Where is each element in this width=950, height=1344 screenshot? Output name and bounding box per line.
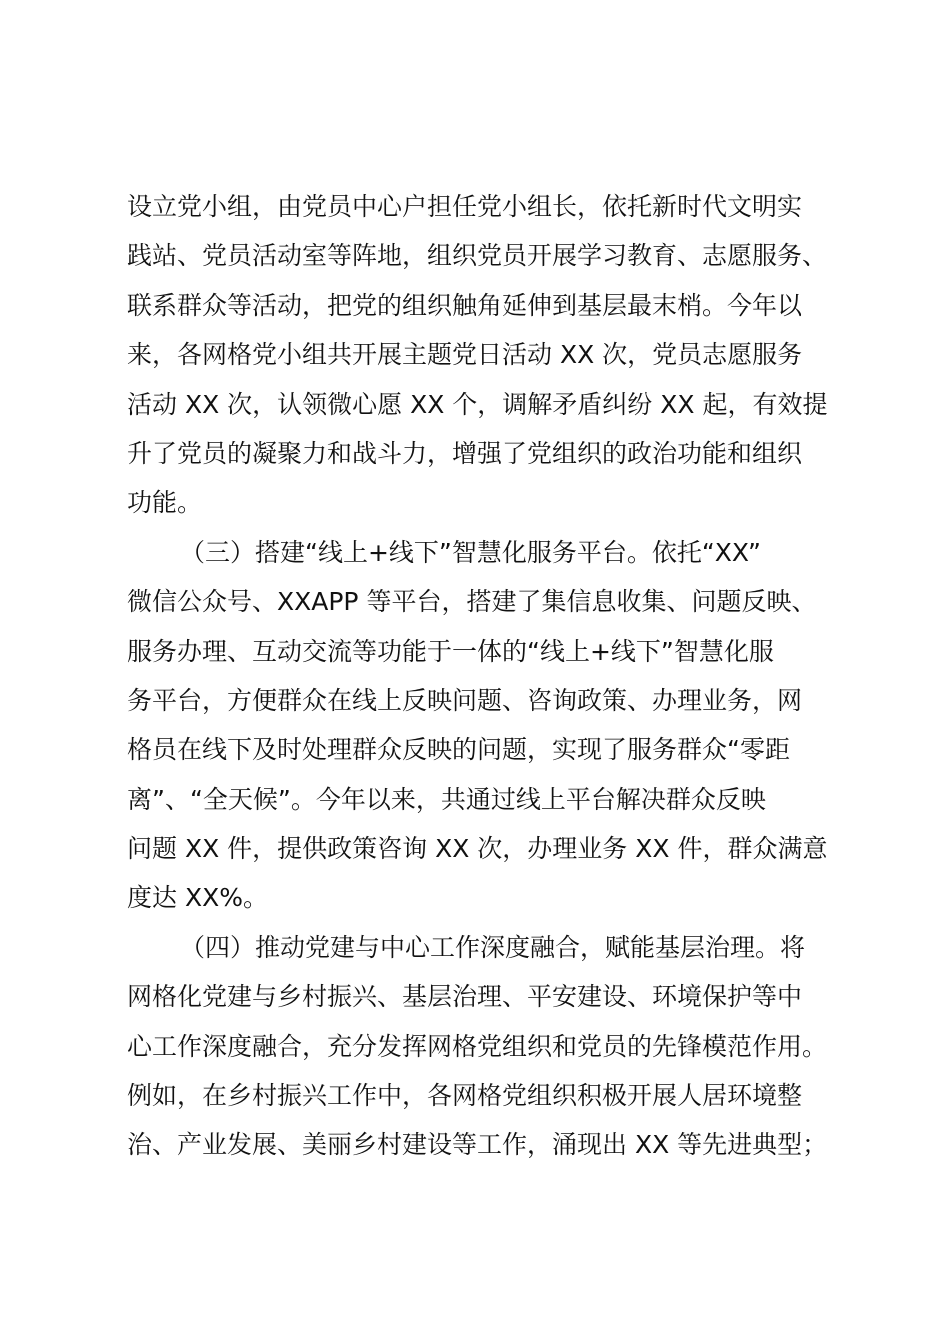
- text-line: 活动 XX 次，认领微心愿 XX 个，调解矛盾纠纷 XX 起，有效提: [127, 389, 828, 419]
- text-line: 微信公众号、XXAPP 等平台，搭建了集信息收集、问题反映、: [127, 587, 817, 617]
- text-line: 问题 XX 件，提供政策咨询 XX 次，办理业务 XX 件，群众满意: [127, 834, 828, 864]
- section-heading-line: （三）搭建“线上+线下”智慧化服务平台。依托“XX”: [180, 537, 761, 567]
- text-line: 务平台，方便群众在线上反映问题、咨询政策、办理业务，网: [127, 685, 803, 715]
- text-line: 心工作深度融合，充分发挥网格党组织和党员的先锋模范作用。: [127, 1031, 828, 1061]
- text-line: 例如，在乡村振兴工作中，各网格党组织积极开展人居环境整: [127, 1081, 803, 1111]
- text-line: 践站、党员活动室等阵地，组织党员开展学习教育、志愿服务、: [127, 241, 828, 271]
- text-line: 升了党员的凝聚力和战斗力，增强了党组织的政治功能和组织: [127, 438, 803, 468]
- text-line: 度达 XX%。: [127, 883, 268, 913]
- text-line: 服务办理、互动交流等功能于一体的“线上+线下”智慧化服: [127, 636, 774, 666]
- text-line: 网格化党建与乡村振兴、基层治理、平安建设、环境保护等中: [127, 982, 803, 1012]
- section-heading-line: （四）推动党建与中心工作深度融合，赋能基层治理。将: [180, 932, 806, 962]
- text-line: 设立党小组，由党员中心户担任党小组长，依托新时代文明实: [127, 192, 803, 221]
- text-line: 离”、“全天候”。今年以来，共通过线上平台解决群众反映: [127, 784, 766, 814]
- text-line: 功能。: [127, 488, 203, 518]
- body-text: [127, 182, 867, 1170]
- text-line: 联系群众等活动，把党的组织触角延伸到基层最末梢。今年以: [127, 290, 803, 320]
- text-line: 来，各网格党小组共开展主题党日活动 XX 次，党员志愿服务: [127, 340, 803, 370]
- text-line: 格员在线下及时处理群众反映的问题，实现了服务群众“零距: [127, 735, 790, 765]
- text-line: 治、产业发展、美丽乡村建设等工作，涌现出 XX 等先进典型；: [127, 1130, 828, 1160]
